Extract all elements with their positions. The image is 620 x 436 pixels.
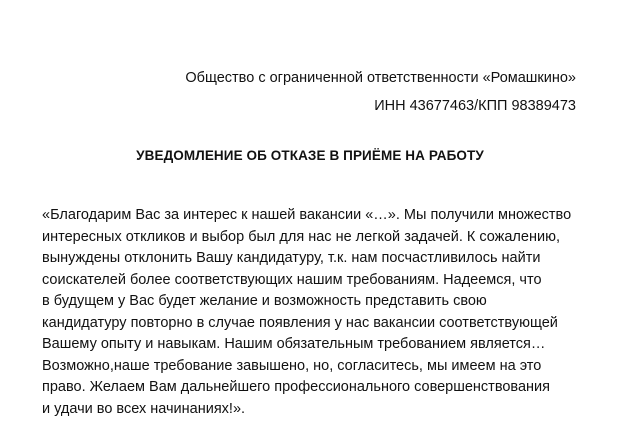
- letter-line: и удачи во всех начинаниях!».: [42, 400, 246, 417]
- letter-body: [42, 205, 592, 420]
- letter-line: кандидатуру повторно в случае появления у нас вакансии соответствующей: [42, 314, 558, 331]
- inn-kpp-line: ИНН 43677463/КПП 98389473: [374, 98, 576, 114]
- document-title: УВЕДОМЛЕНИЕ ОБ ОТКАЗЕ В ПРИЁМЕ НА РАБОТУ: [136, 148, 484, 163]
- letter-line: Возможно,наше требование завышено, но, согласитесь, мы имеем на это: [42, 357, 542, 374]
- organization-header: [185, 64, 576, 120]
- letter-line: Вашему опыту и навыкам. Нашим обязательным требованием является…: [42, 336, 546, 352]
- letter-line: в будущем у Вас будет желание и возможность представить свою: [42, 293, 487, 309]
- letter-line: соискателей более соответствующих нашим требованиям. Надеемся, что: [42, 271, 542, 288]
- letter-line: интересных откликов и выбор был для нас не легкой задачей. К сожалению,: [42, 228, 560, 245]
- letter-line: вынуждены отклонить Вашу кандидатуру, т.к. нам посчастливилось найти: [42, 250, 541, 266]
- organization-name: Общество с ограниченной ответственности «Ромашкино»: [185, 70, 576, 86]
- letter-line: право. Желаем Вам дальнейшего профессионального совершенствования: [42, 379, 550, 395]
- letter-line: «Благодарим Вас за интерес к нашей вакансии «…». Мы получили множество: [42, 207, 572, 223]
